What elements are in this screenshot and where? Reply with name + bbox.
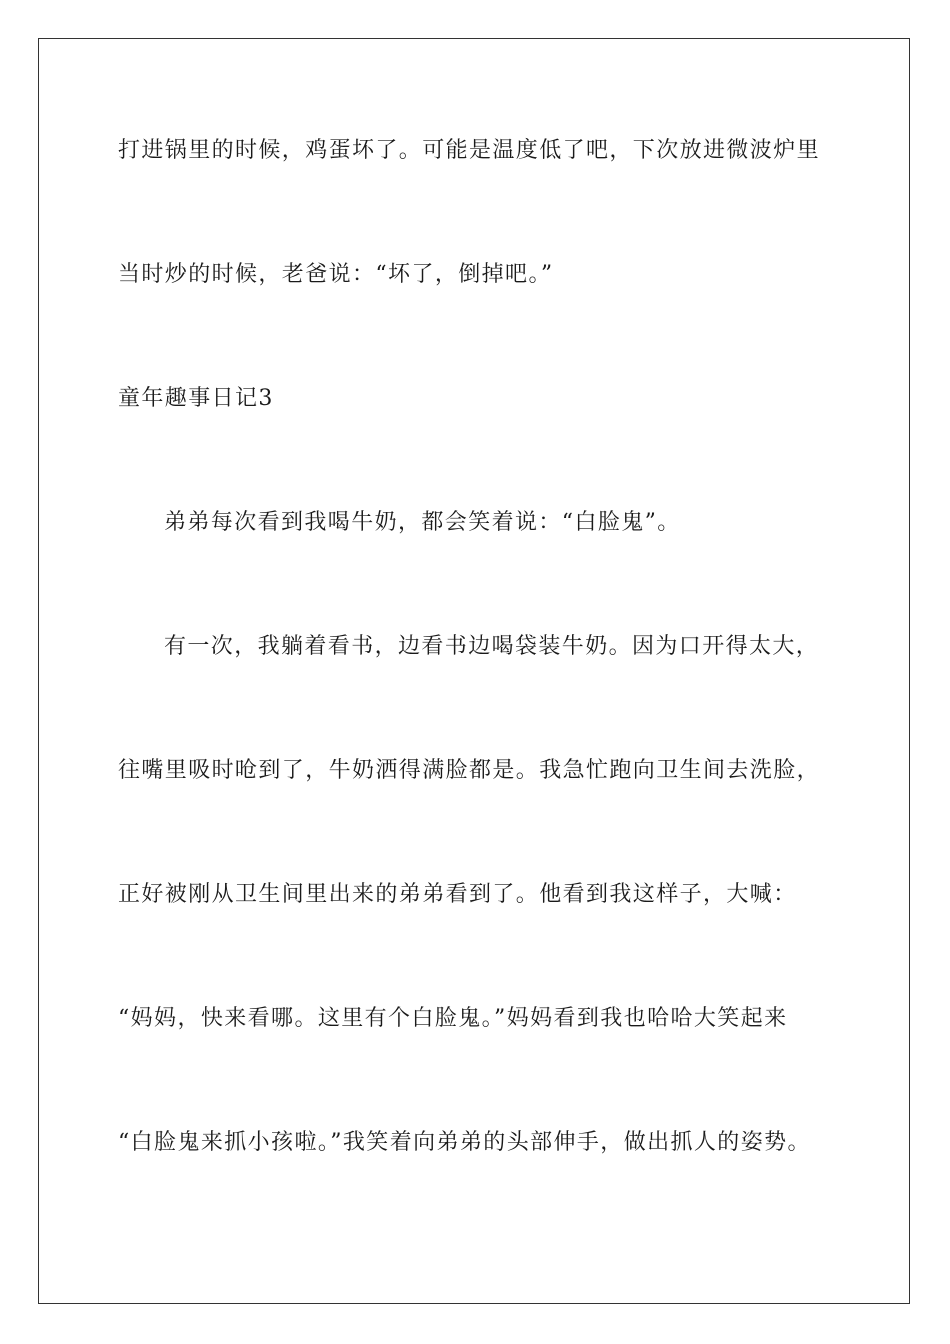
paragraph-line-4: 有一次，我躺着看书，边看书边喝袋装牛奶。因为口开得太大， bbox=[164, 634, 820, 659]
paragraph-line-6: 正好被刚从卫生间里出来的弟弟看到了。他看到我这样子，大喊： bbox=[118, 882, 797, 907]
paragraph-line-1: 打进锅里的时候，鸡蛋坏了。可能是温度低了吧，下次放进微波炉里 bbox=[118, 138, 821, 163]
section-heading: 童年趣事日记3 bbox=[118, 386, 274, 411]
paragraph-line-8: “白脸鬼来抓小孩啦。”我笑着向弟弟的头部伸手，做出抓人的姿势。 bbox=[118, 1130, 811, 1155]
paragraph-line-7: “妈妈，快来看哪。这里有个白脸鬼。”妈妈看到我也哈哈大笑起来 bbox=[118, 1006, 788, 1031]
paragraph-line-3: 弟弟每次看到我喝牛奶，都会笑着说：“白脸鬼”。 bbox=[164, 510, 681, 535]
paragraph-line-2: 当时炒的时候，老爸说：“坏了，倒掉吧。” bbox=[118, 262, 554, 287]
page-border bbox=[38, 38, 910, 1304]
paragraph-line-5: 往嘴里吸时呛到了，牛奶洒得满脸都是。我急忙跑向卫生间去洗脸， bbox=[118, 758, 821, 783]
